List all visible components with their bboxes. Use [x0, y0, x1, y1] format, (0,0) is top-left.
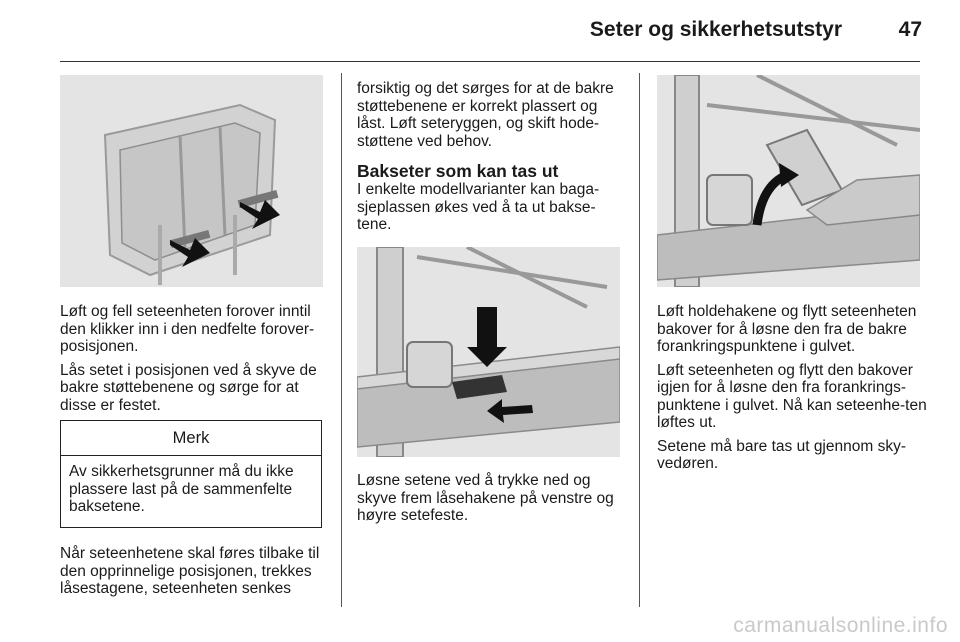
- col3-paragraph-1: Løft holdehakene og flytt seteenheten bakover for å løsne den fra de bakre forankringspunktene i gulvet.: [657, 303, 917, 355]
- watermark: carmanualsonline.info: [733, 614, 948, 637]
- section-heading: Bakseter som kan tas ut: [357, 161, 559, 181]
- note-text: Av sikkerhetsgrunner må du ikke plassere last på de sammenfelte baksetene.: [69, 463, 294, 515]
- col2-paragraph-2: I enkelte modellvarianter kan baga-sjeplassen økes ved å ta ut bakse-tene.: [357, 181, 600, 233]
- seat-lock-illustration: [357, 247, 620, 457]
- col1-paragraph-2: Lås setet i posisjonen ved å skyve de bakre støttebenene og sørge for at disse er festet.: [60, 361, 317, 414]
- column-divider-2: [639, 73, 640, 607]
- col2-paragraph-1: forsiktig og det sørges for at de bakre støttebenene er korrekt plassert og låst. Løft seteryggen, og skift hode-støttene ved behov.: [357, 80, 614, 150]
- seat-removal-illustration: [657, 75, 920, 287]
- note-box: [60, 420, 322, 528]
- col3-paragraph-3: Setene må bare tas ut gjennom sky-vedøren.: [657, 437, 906, 472]
- page-number: 47: [898, 18, 922, 41]
- col3-paragraph-2: Løft seteenheten og flytt den bakover igjen for å løsne den fra forankrings-punktene i gulvet. Nå kan seteenhe-ten løftes ut.: [657, 361, 927, 431]
- note-title: Merk: [61, 421, 321, 456]
- folded-seat-illustration: [60, 75, 323, 287]
- col1-paragraph-3: Når seteenhetene skal føres tilbake til den opprinnelige posisjonen, trekkes låsestagene, seteenheten senkes: [60, 545, 320, 597]
- col2-paragraph-3: Løsne setene ved å trykke ned og skyve frem låsehakene på venstre og høyre setefeste.: [357, 472, 614, 524]
- column-divider-1: [341, 73, 342, 607]
- col1-paragraph-1: Løft og fell seteenheten forover inntil den klikker inn i den nedfelte forover-posisjonen.: [60, 303, 315, 355]
- header-divider: [60, 61, 920, 62]
- page-header-title: Seter og sikkerhetsutstyr: [589, 18, 842, 41]
